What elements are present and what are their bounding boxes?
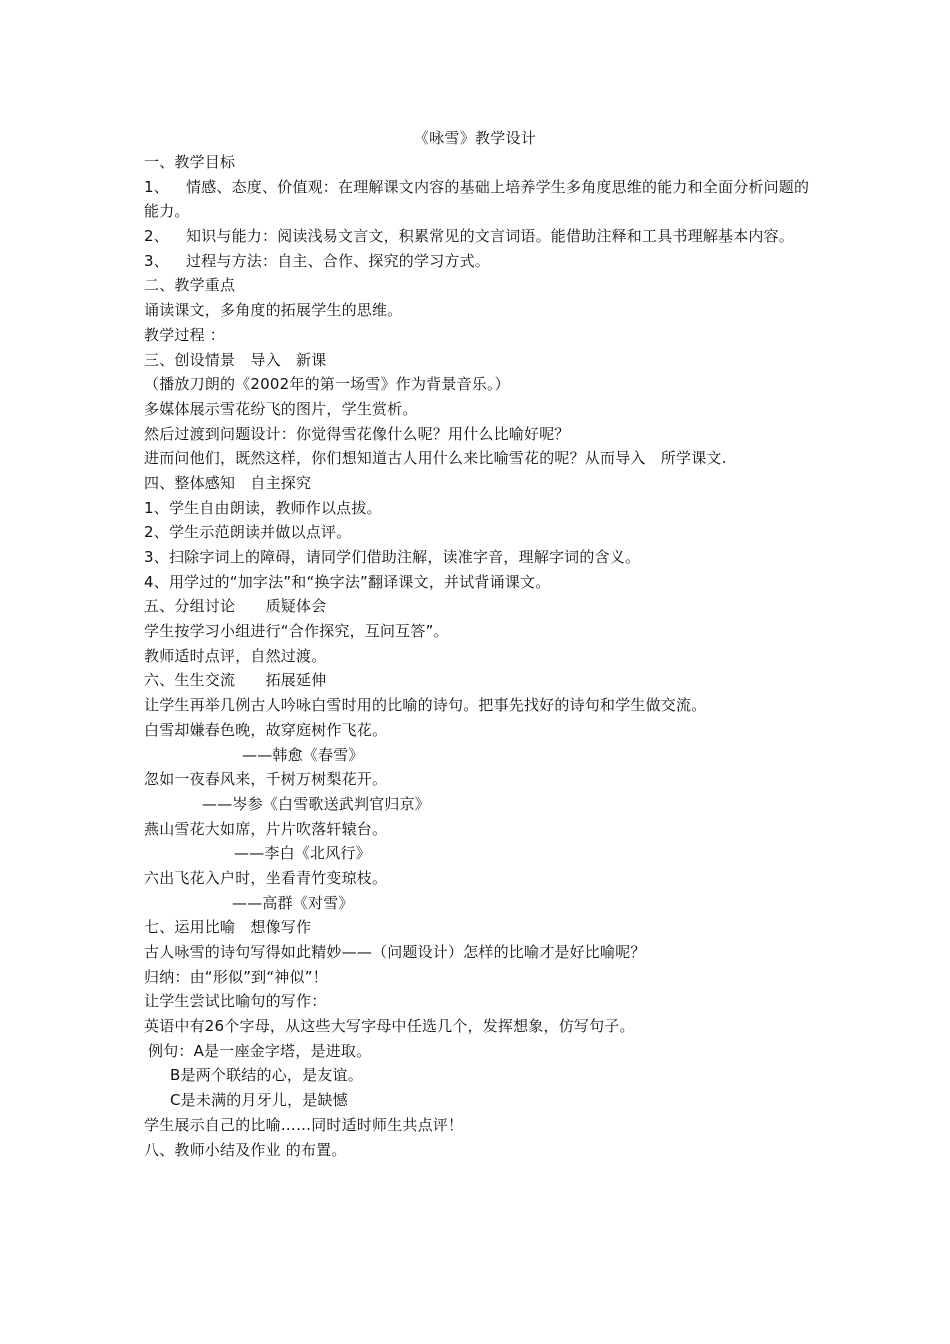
- paragraph: 诵读课文，多角度的拓展学生的思维。: [144, 301, 403, 320]
- poem-attribution: ——高群《对雪》: [232, 893, 354, 912]
- example-line: 例句：A是一座金字塔，是进取。: [148, 1041, 372, 1060]
- paragraph: 英语中有26个字母，从这些大写字母中任选几个，发挥想象，仿写句子。: [144, 1017, 635, 1036]
- paragraph: 学生展示自己的比喻……同时适时师生共点评！: [144, 1115, 464, 1134]
- list-text: 过程与方法：自主、合作、探究的学习方式。: [186, 251, 491, 270]
- poem-line: 忽如一夜春风来，千树万树梨花开。: [144, 770, 388, 789]
- poem-attribution: ——李白《北风行》: [234, 844, 371, 863]
- list-number: 1、: [144, 177, 169, 196]
- list-number: 2、: [144, 227, 169, 246]
- poem-line: 六出飞花入户时，坐看青竹变琼枝。: [144, 868, 388, 887]
- section-heading: 一、教学目标: [144, 153, 236, 171]
- list-number: 3、: [144, 251, 169, 270]
- section-heading: 三、创设情景 导入 新课: [144, 350, 327, 369]
- paragraph: 教师适时点评，自然过渡。: [144, 646, 327, 665]
- section-heading: 二、教学重点: [144, 276, 236, 295]
- paragraph: 让学生尝试比喻句的写作：: [144, 992, 327, 1011]
- page-title: 《咏雪》教学设计: [413, 129, 537, 147]
- poem-attribution: ——岑参《白雪歌送武判官归京》: [202, 794, 431, 813]
- paragraph: （播放刀朗的《2002年的第一场雪》作为背景音乐。）: [144, 375, 510, 394]
- example-line: B是两个联结的心，是友谊。: [170, 1066, 363, 1085]
- example-line: C是未满的月牙儿，是缺憾: [170, 1091, 348, 1110]
- list-item: [144, 175, 814, 224]
- paragraph: 学生按学习小组进行“合作探究，互问互答”。: [144, 622, 449, 641]
- paragraph: 归纳：由“形似”到“神似”！: [144, 967, 328, 986]
- paragraph: 教学过程 ：: [144, 325, 225, 344]
- paragraph: 多媒体展示雪花纷飞的图片，学生赏析。: [144, 399, 418, 418]
- section-heading: 八、教师小结及作业 的布置。: [144, 1140, 347, 1159]
- list-item: [144, 224, 814, 249]
- poem-attribution: ——韩愈《春雪》: [242, 745, 364, 764]
- paragraph: 然后过渡到问题设计：你觉得雪花像什么呢？用什么比喻好呢？: [144, 424, 570, 443]
- poem-line: 白雪却嫌春色晚，故穿庭树作飞花。: [144, 720, 388, 739]
- document-body: [144, 150, 814, 1162]
- list-text: 情感、态度、价值观：在理解课文内容的基础上培养学生多角度思维的能力和全面分析问题的能力。: [144, 177, 810, 221]
- paragraph: 让学生再举几例古人吟咏白雪时用的比喻的诗句。把事先找好的诗句和学生做交流。: [144, 696, 707, 715]
- list-item: [144, 249, 814, 274]
- paragraph: 2、学生示范朗读并做以点评。: [144, 523, 352, 542]
- paragraph: 进而问他们，既然这样，你们想知道古人用什么来比喻雪花的呢？从而导入 所学课文.: [144, 449, 727, 468]
- poem-line: 燕山雪花大如席，片片吹落轩辕台。: [144, 819, 388, 838]
- paragraph: 3、扫除字词上的障碍，请同学们借助注解，读准字音，理解字词的含义。: [144, 548, 641, 567]
- section-heading: 六、生生交流 拓展延伸: [144, 671, 327, 690]
- section-heading: 七、运用比喻 想像写作: [144, 918, 312, 937]
- section-heading: 四、整体感知 自主探究: [144, 473, 312, 492]
- paragraph: 4、用学过的“加字法”和“换字法”翻译课文，并试背诵课文。: [144, 572, 551, 591]
- paragraph: 1、学生自由朗读，教师作以点拔。: [144, 498, 382, 517]
- list-text: 知识与能力：阅读浅易文言文，积累常见的文言词语。能借助注释和工具书理解基本内容。: [186, 227, 795, 246]
- section-heading: 五、分组讨论 质疑体会: [144, 597, 327, 616]
- paragraph: 古人咏雪的诗句写得如此精妙——（问题设计）怎样的比喻才是好比喻呢？: [144, 943, 646, 962]
